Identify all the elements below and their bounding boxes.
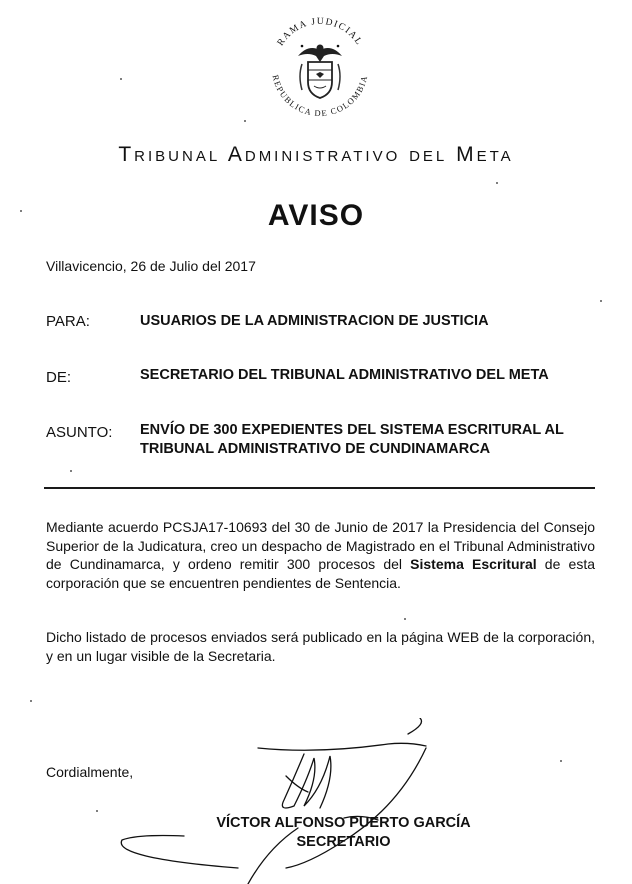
place-date: Villavicencio, 26 de Julio del 2017 [46,258,256,274]
body-paragraph-2: Dicho listado de procesos enviados será publicado en la página WEB de la corporación, y en un lugar visible de la Secretaria. [46,629,595,664]
notice-heading: AVISO [267,199,365,232]
scan-speck [70,470,72,472]
p1-text-end: de esta corporación que se encuentren pendientes de Sentencia. [46,556,595,591]
scan-speck [244,120,246,122]
scan-speck [30,700,32,702]
p1-emphasis: Sistema Escritural [410,556,537,572]
divider-rule [44,487,595,489]
de-label: DE: [46,369,72,386]
scan-speck [20,210,22,212]
para-value: USUARIOS DE LA ADMINISTRACION DE JUSTICIA [140,313,489,329]
seal-ring-text-top: RAMA JUDICIAL [275,16,365,48]
scan-speck [120,78,122,80]
body-paragraph-1 [46,518,595,592]
p1-text-start: Mediante acuerdo PCSJA17-10693 del 30 de Junio de 2017 la Presidencia del Consejo Superior de la Judicatura, creo un despacho de Magistrado en el Tribunal Administrativo de Cundinamarca, y ordeno remitir 300 procesos del [46,519,595,572]
svg-text:RAMA JUDICIAL [276,17,364,48]
scan-speck [600,300,602,302]
asunto-label: ASUNTO: [46,424,113,441]
judicial-seal [258,6,382,130]
signer-role: SECRETARIO [296,834,391,850]
institution-title: Tribunal Administrativo del Meta [118,143,514,166]
scan-speck [496,182,498,184]
scan-speck [96,810,98,812]
scan-speck [404,618,406,620]
de-value: SECRETARIO DEL TRIBUNAL ADMINISTRATIVO DEL META [140,367,549,383]
signer-name: VÍCTOR ALFONSO PUERTO GARCÍA [216,815,471,831]
closing-salutation: Cordialmente, [46,764,134,780]
seal-ring-text-bottom: REPUBLICA DE COLOMBIA [270,73,370,119]
scan-speck [560,760,562,762]
para-label: PARA: [46,313,90,330]
asunto-value: ENVÍO DE 300 EXPEDIENTES DEL SISTEMA ESCRITURAL AL TRIBUNAL ADMINISTRATIVO DE CUNDINAMARCA [140,422,564,457]
handwritten-signature [108,718,448,884]
